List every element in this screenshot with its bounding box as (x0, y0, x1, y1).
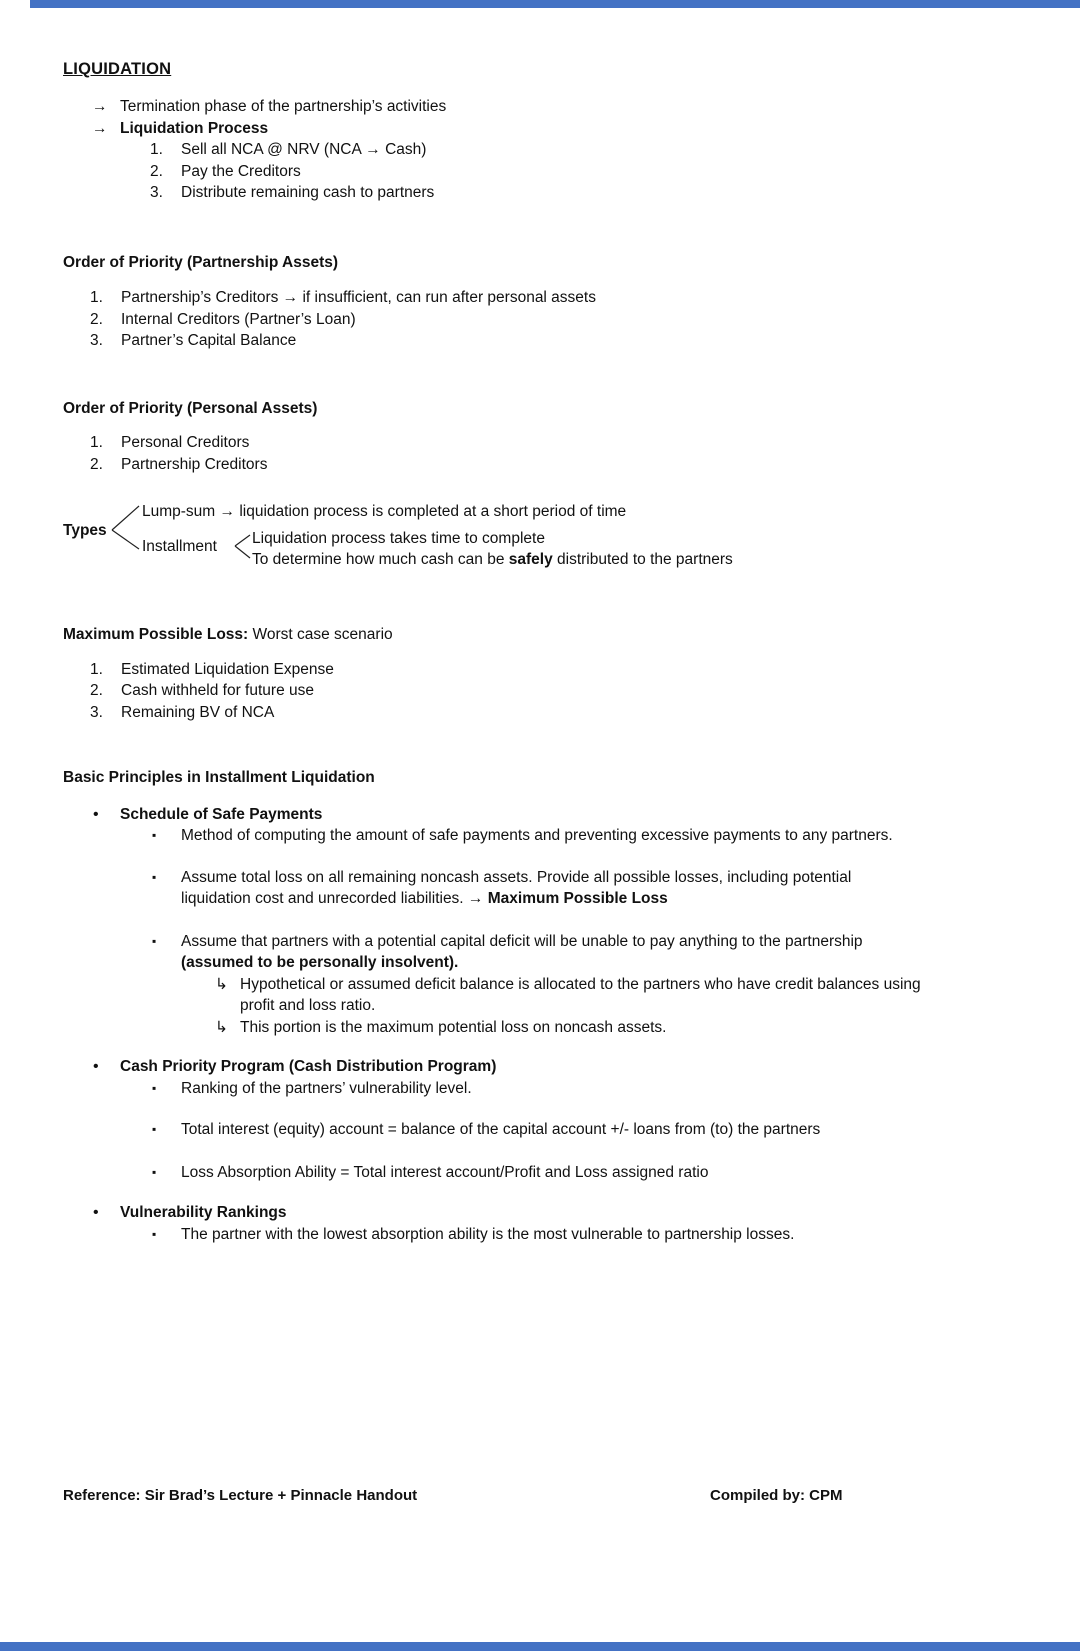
section-cash-priority (63, 1056, 1020, 1078)
document-body (63, 60, 1020, 1245)
cash-priority-point-1 (63, 1078, 1020, 1100)
point-text: Total interest (equity) account = balance of the capital account +/- loans from (to) the partners (181, 1121, 821, 1138)
point-3-pre: Assume that partners with a potential capital deficit will be unable to pay anything to the partnership (181, 932, 863, 950)
safe-payments-subpoint-1 (63, 974, 1020, 1017)
list-number: 3. (90, 703, 103, 721)
intro-item-1-text: Termination phase of the partnership’s activities (120, 98, 447, 115)
subpoint-text: Hypothetical or assumed deficit balance is allocated to the partners who have credit balances using profit and loss ratio. (240, 975, 921, 1014)
priority-item-text: Partner’s Capital Balance (121, 332, 297, 349)
process-step-text: Pay the Creditors (181, 162, 301, 180)
cash-priority-title: Cash Priority Program (Cash Distribution Program) (120, 1058, 497, 1075)
square-bullet-icon: ▪ (152, 1080, 157, 1095)
safe-payments-point-2 (63, 867, 1020, 910)
heading-basic-principles: Basic Principles in Installment Liquidation (63, 769, 375, 786)
types-installment-label: Installment (142, 538, 217, 555)
list-number: 2. (90, 310, 103, 328)
heading-priority-partnership: Order of Priority (Partnership Assets) (63, 253, 339, 271)
page-top-border (30, 0, 1080, 8)
process-step-text: Distribute remaining cash to partners (181, 184, 435, 201)
point-2-pre: Assume total loss on all remaining noncash assets. Provide all possible losses, including potential liquidation cost and unrecorded liabilities. → (181, 868, 852, 907)
priority-item-text: Internal Creditors (Partner’s Loan) (121, 310, 356, 328)
installment-desc-1: Liquidation process takes time to complete (252, 530, 545, 547)
square-bullet-icon: ▪ (152, 1226, 157, 1241)
intro-item-2 (63, 118, 1020, 140)
section-vulnerability (63, 1202, 1020, 1224)
types-diagram (63, 499, 1020, 571)
process-step (63, 139, 1020, 161)
priority-item-text: Partnership Creditors (121, 455, 268, 473)
point-text (181, 867, 917, 910)
priority-item-text: Partnership’s Creditors → if insufficient, can run after personal assets (121, 289, 596, 306)
max-loss-item (63, 680, 1020, 702)
process-step (63, 182, 1020, 204)
desc-2-bold: safely (508, 551, 553, 568)
intro-item-1 (63, 96, 1020, 118)
list-number: 1. (90, 434, 103, 451)
list-number: 3. (150, 184, 163, 201)
arrow-right-icon: → (92, 119, 108, 137)
point-3-bold: (assumed to be personally insolvent). (181, 954, 459, 971)
priority-item-text: Personal Creditors (121, 434, 250, 451)
priority-personal-item (63, 454, 1020, 476)
list-number: 2. (150, 162, 163, 180)
intro-item-2-text: Liquidation Process (120, 119, 269, 137)
point-text: The partner with the lowest absorption ability is the most vulnerable to partnership losses. (181, 1225, 795, 1243)
point-text: Method of computing the amount of safe payments and preventing excessive payments to any partners. (181, 827, 893, 844)
list-number: 1. (90, 660, 103, 678)
list-number: 2. (90, 455, 103, 473)
priority-partnership-item (63, 330, 1020, 352)
types-lump-sum: Lump-sum → liquidation process is completed at a short period of time (142, 503, 627, 520)
list-number: 2. (90, 682, 103, 699)
priority-partnership-item (63, 309, 1020, 331)
cash-priority-point-2 (63, 1119, 1020, 1141)
types-label: Types (63, 522, 107, 539)
page-footer (63, 1487, 1017, 1509)
process-step (63, 161, 1020, 183)
square-bullet-icon: ▪ (152, 869, 157, 884)
max-loss-item-text: Estimated Liquidation Expense (121, 660, 334, 678)
max-loss-rest: Worst case scenario (248, 626, 393, 643)
hook-arrow-icon: ↳ (215, 975, 228, 993)
footer-reference: Reference: Sir Brad’s Lecture + Pinnacle Handout (63, 1487, 418, 1504)
point-text (181, 931, 928, 974)
page-title: LIQUIDATION (63, 60, 172, 78)
safe-payments-point-3 (63, 931, 1020, 974)
square-bullet-icon: ▪ (152, 1164, 157, 1179)
arrow-right-icon: → (92, 98, 108, 115)
point-text: Loss Absorption Ability = Total interest account/Profit and Loss assigned ratio (181, 1163, 709, 1181)
list-number: 1. (150, 141, 163, 158)
max-loss-label: Maximum Possible Loss: (63, 626, 249, 643)
footer-compiled-by: Compiled by: CPM (710, 1487, 843, 1504)
priority-partnership-item (63, 287, 1020, 309)
bullet-icon: • (93, 1058, 99, 1075)
bullet-icon: • (93, 1204, 99, 1221)
square-bullet-icon: ▪ (152, 828, 157, 842)
list-number: 1. (90, 289, 103, 306)
desc-2-pre: To determine how much cash can be (252, 551, 509, 568)
subpoint-text: This portion is the maximum potential loss on noncash assets. (240, 1018, 667, 1036)
priority-personal-item (63, 432, 1020, 454)
desc-2-post: distributed to the partners (552, 551, 733, 568)
hook-arrow-icon: ↳ (215, 1018, 228, 1036)
point-2-bold: Maximum Possible Loss (487, 890, 668, 907)
bullet-icon: • (93, 805, 99, 823)
section-safe-payments (63, 804, 1020, 826)
list-number: 3. (90, 332, 103, 349)
square-bullet-icon: ▪ (152, 1122, 157, 1136)
heading-max-loss (63, 624, 1020, 646)
installment-desc-2 (252, 550, 733, 570)
page-bottom-border (0, 1642, 1080, 1651)
max-loss-item-text: Remaining BV of NCA (121, 703, 275, 721)
process-step-text: Sell all NCA @ NRV (NCA → Cash) (181, 141, 427, 158)
max-loss-item (63, 702, 1020, 724)
heading-priority-personal: Order of Priority (Personal Assets) (63, 399, 318, 417)
safe-payments-point-1 (63, 825, 1020, 847)
max-loss-item (63, 659, 1020, 681)
safe-payments-title: Schedule of Safe Payments (120, 805, 323, 823)
max-loss-item-text: Cash withheld for future use (121, 682, 314, 699)
point-text: Ranking of the partners’ vulnerability level. (181, 1079, 472, 1097)
square-bullet-icon: ▪ (152, 933, 157, 948)
safe-payments-subpoint-2 (63, 1017, 1020, 1039)
cash-priority-point-3 (63, 1162, 1020, 1184)
vulnerability-title: Vulnerability Rankings (120, 1204, 287, 1221)
vulnerability-point-1 (63, 1224, 1020, 1246)
